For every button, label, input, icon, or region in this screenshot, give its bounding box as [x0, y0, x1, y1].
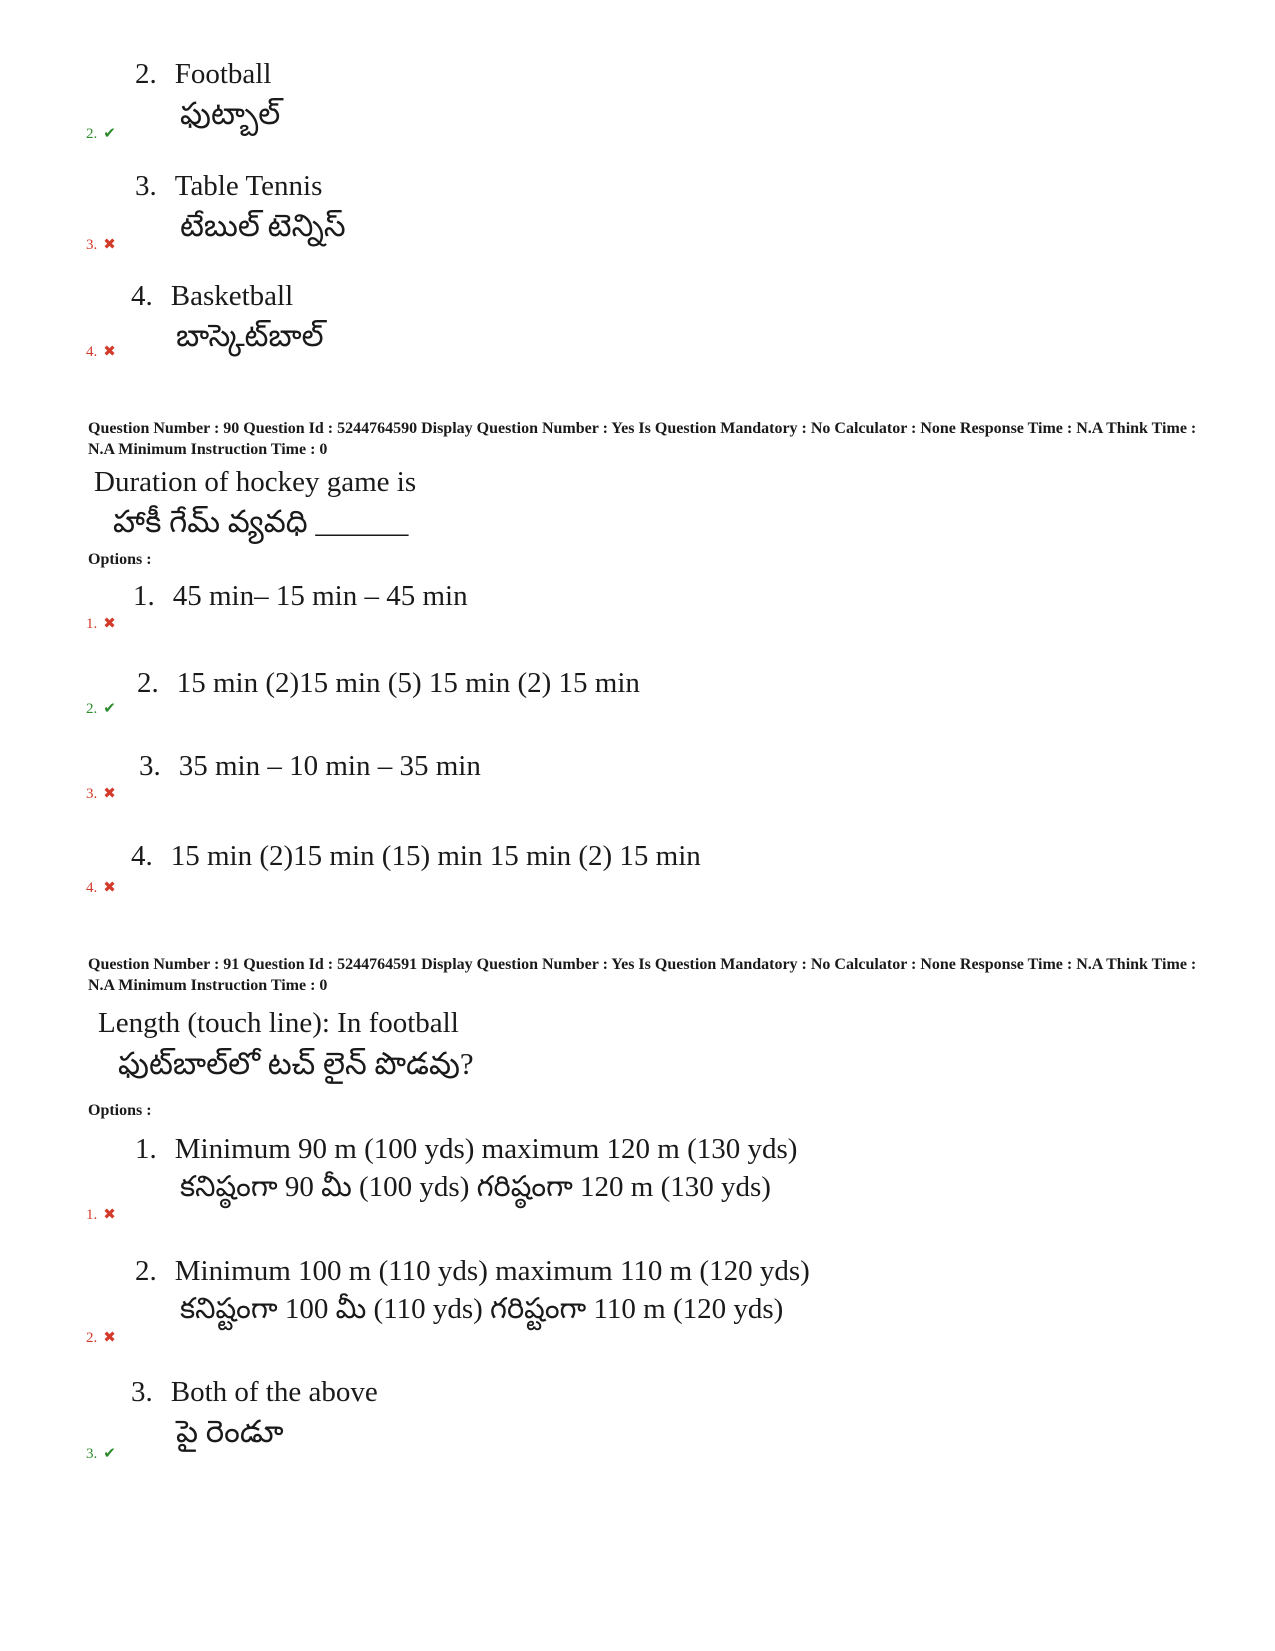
option-text-en: Minimum 100 m (110 yds) maximum 110 m (120 yds): [174, 1255, 810, 1287]
answer-mark: 2. ✖: [86, 1328, 116, 1346]
options-label: Options :: [88, 1102, 152, 1119]
options-label: Options :: [88, 551, 152, 568]
cross-icon: ✖: [103, 235, 116, 253]
cross-icon: ✖: [103, 878, 116, 896]
answer-mark: 2. ✔: [86, 699, 116, 717]
cross-icon: ✖: [103, 614, 116, 632]
option-text-en: 35 min – 10 min – 35 min: [178, 750, 481, 782]
check-icon: ✔: [103, 1444, 116, 1462]
option-number: 2.: [135, 1255, 157, 1287]
option-number: 1.: [133, 580, 155, 612]
answer-mark: 2. ✔: [86, 124, 116, 142]
question-meta: Question Number : 91 Question Id : 5244764591 Display Question Number : Yes Is Question Mandatory : No Calculator : None Response Time : N.A Think Time : N.A Minimum Instruction Time : 0: [88, 956, 1197, 994]
option-text-te: టేబుల్ టెన్నిస్: [180, 208, 346, 243]
answer-mark: 3. ✖: [86, 235, 116, 253]
cross-icon: ✖: [103, 784, 116, 802]
option-text-en: Basketball: [170, 280, 294, 312]
option-text-en: Football: [174, 58, 272, 90]
question-text-te: హాకీ గేమ్ వ్యవధి ______: [113, 504, 409, 539]
option-text-te: బాస్కెట్‌బాల్: [176, 318, 324, 353]
option-text-te: కనిష్ఠంగా 90 మీ (100 yds) గరిష్ఠంగా 120 m (130 yds): [180, 1171, 771, 1203]
answer-mark: 3. ✖: [86, 784, 116, 802]
option-number: 3.: [139, 750, 161, 782]
question-meta: Question Number : 90 Question Id : 5244764590 Display Question Number : Yes Is Question Mandatory : No Calculator : None Response Time : N.A Think Time : N.A Minimum Instruction Time : 0: [88, 420, 1197, 458]
question-text-te: ఫుట్‌బాల్‌లో టచ్ లైన్ పొడవు?: [118, 1046, 474, 1081]
option-number: 4.: [131, 280, 153, 312]
option-number: 2.: [137, 667, 159, 699]
answer-mark: 1. ✖: [86, 614, 116, 632]
cross-icon: ✖: [103, 342, 116, 360]
option-text-te: ఫుట్బాల్: [180, 96, 281, 131]
check-icon: ✔: [103, 124, 116, 142]
check-icon: ✔: [103, 699, 116, 717]
option-number: 3.: [135, 170, 157, 202]
option-number: 2.: [135, 58, 157, 90]
answer-mark: 4. ✖: [86, 342, 116, 360]
option-text-en: Both of the above: [170, 1376, 378, 1408]
option-text-te: కనిష్టంగా 100 మీ (110 yds) గరిష్టంగా 110 m (120 yds): [180, 1293, 784, 1325]
option-number: 3.: [131, 1376, 153, 1408]
option-text-en: 45 min– 15 min – 45 min: [172, 580, 468, 612]
cross-icon: ✖: [103, 1328, 116, 1346]
cross-icon: ✖: [103, 1205, 116, 1223]
option-text-en: 15 min (2)15 min (5) 15 min (2) 15 min: [176, 667, 640, 699]
option-text-en: Minimum 90 m (100 yds) maximum 120 m (130 yds): [174, 1133, 798, 1165]
option-text-en: 15 min (2)15 min (15) min 15 min (2) 15 min: [170, 840, 701, 872]
option-text-te: పై రెండూ: [176, 1414, 284, 1449]
option-number: 4.: [131, 840, 153, 872]
answer-mark: 4. ✖: [86, 878, 116, 896]
question-text-en: Length (touch line): In football: [98, 1007, 459, 1039]
answer-mark: 1. ✖: [86, 1205, 116, 1223]
question-text-en: Duration of hockey game is: [94, 466, 417, 498]
answer-mark: 3. ✔: [86, 1444, 116, 1462]
option-text-en: Table Tennis: [174, 170, 323, 202]
option-number: 1.: [135, 1133, 157, 1165]
